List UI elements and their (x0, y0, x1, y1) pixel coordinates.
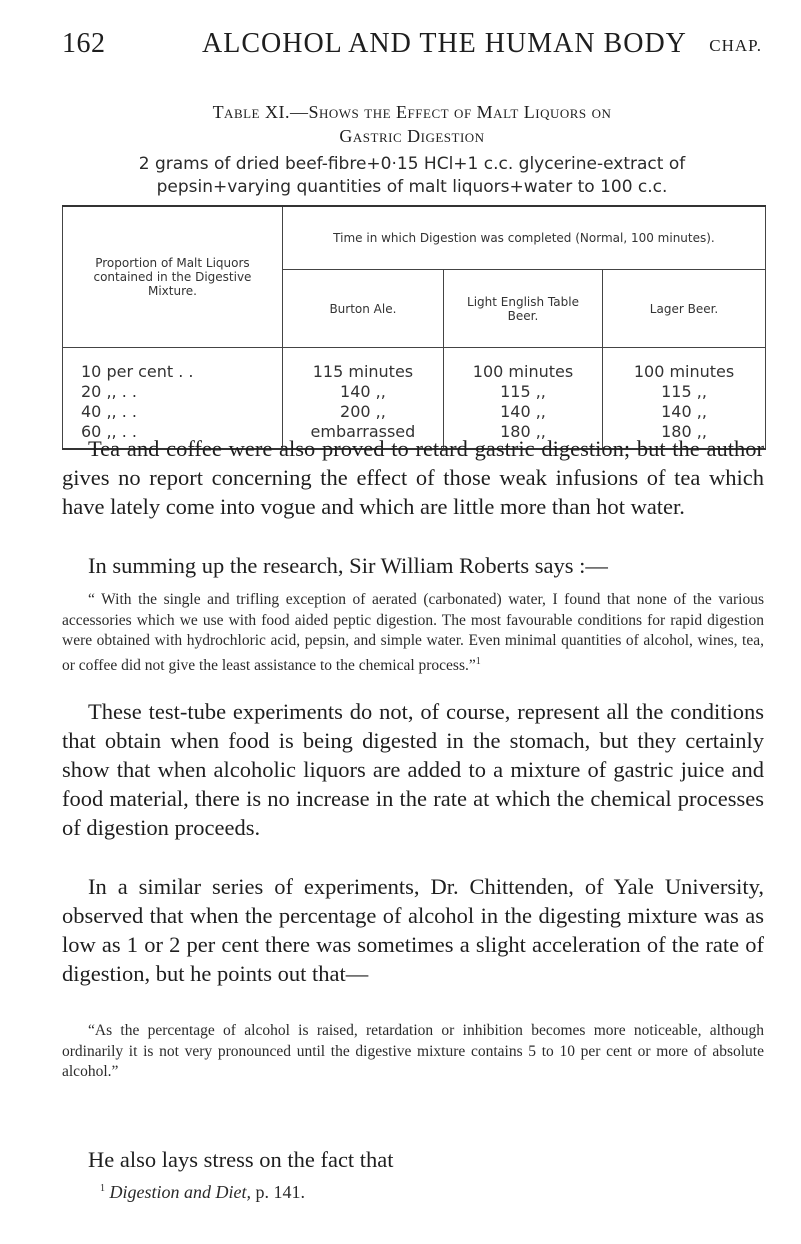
quote-roberts-text: “ With the single and trifling exception of aerated (carbonated) water, I found that none of the various accessories which we use with food aided peptic digestion. The most favourable conditions for rapid digestion were obtained with hydrochloric acid, pepsin, and simple water. Even minimal quantities of alcohol, wines, tea, or coffee did not give the least assistance to the chemical process.” (62, 591, 764, 674)
cell-proportion: 10 per cent . . (63, 348, 283, 383)
cell-proportion: 60 ,, . . (63, 422, 283, 449)
table-description (62, 153, 762, 199)
book-title: ALCOHOL AND THE HUMAN BODY (202, 28, 687, 59)
column-header-lager-beer: Lager Beer. (603, 270, 766, 348)
paragraph-tea-coffee: Tea and coffee were also proved to retard gastric digestion; but the author gives no report concerning the effect of those weak infusions of tea which have lately come into vogue and which are little more than hot water. (62, 436, 764, 519)
footnote-source: Digestion and Diet, (109, 1182, 251, 1202)
cell-light: 100 minutes (443, 348, 602, 383)
table-title (62, 100, 762, 148)
footnote-page: p. 141. (255, 1182, 305, 1202)
table-row (63, 382, 766, 402)
cell-lager: 100 minutes (603, 348, 766, 383)
cell-burton: 115 minutes (282, 348, 443, 383)
table-row (63, 402, 766, 422)
quote-chittenden: “As the percentage of alcohol is raised, retardation or inhibition becomes more noticeable, although ordinarily it is not very pronounced until the digestive mixture contains 5 to 10 per cent or more of absolute alcohol.” (62, 1022, 764, 1080)
paragraph-stress: He also lays stress on the fact that (88, 1147, 394, 1172)
cell-burton: 140 ,, (282, 382, 443, 402)
table-title-line-2: Gastric Digestion (339, 126, 485, 146)
footnote-reference: 1 (475, 655, 481, 667)
page-number: 162 (62, 28, 106, 59)
table-title-line-1: Table XI.—Shows the Effect of Malt Liquors on (212, 102, 612, 122)
cell-burton: 200 ,, (282, 402, 443, 422)
cell-light: 180 ,, (443, 422, 602, 449)
footnote (100, 1182, 305, 1203)
table-row (63, 348, 766, 383)
cell-lager: 115 ,, (603, 382, 766, 402)
cell-lager: 180 ,, (603, 422, 766, 449)
cell-proportion: 20 ,, . . (63, 382, 283, 402)
running-head (62, 28, 762, 68)
cell-light: 115 ,, (443, 382, 602, 402)
digestion-table (62, 205, 766, 450)
cell-lager: 140 ,, (603, 402, 766, 422)
table-description-line-2: pepsin+varying quantities of malt liquors+water to 100 c.c. (156, 177, 668, 197)
table-description-line-1: 2 grams of dried beef-fibre+0·15 HCl+1 c.c. glycerine-extract of (138, 154, 686, 174)
cell-burton: embarrassed (282, 422, 443, 449)
paragraph-chittenden: In a similar series of experiments, Dr. Chittenden, of Yale University, observed that when the percentage of alcohol in the digesting mixture was as low as 1 or 2 per cent there was sometimes a slight acceleration of the rate of digestion, but he points out that— (62, 874, 764, 986)
quote-roberts (62, 590, 764, 676)
column-header-proportion: Proportion of Malt Liquors contained in the Digestive Mixture. (63, 206, 283, 348)
footnote-marker: 1 (100, 1183, 105, 1194)
column-header-light-table-beer: Light English Table Beer. (443, 270, 602, 348)
chapter-marker: CHAP. (709, 36, 762, 55)
cell-light: 140 ,, (443, 402, 602, 422)
paragraph-roberts-intro: In summing up the research, Sir William Roberts says :— (88, 553, 608, 578)
column-header-time: Time in which Digestion was completed (Normal, 100 minutes). (282, 206, 765, 270)
paragraph-test-tube: These test-tube experiments do not, of course, represent all the conditions that obtain when food is being digested in the stomach, but they certainly show that when alcoholic liquors are added to a mixture of gastric juice and food material, there is no increase in the rate at which the chemical processes of digestion proceeds. (62, 699, 764, 840)
column-header-burton-ale: Burton Ale. (282, 270, 443, 348)
cell-proportion: 40 ,, . . (63, 402, 283, 422)
